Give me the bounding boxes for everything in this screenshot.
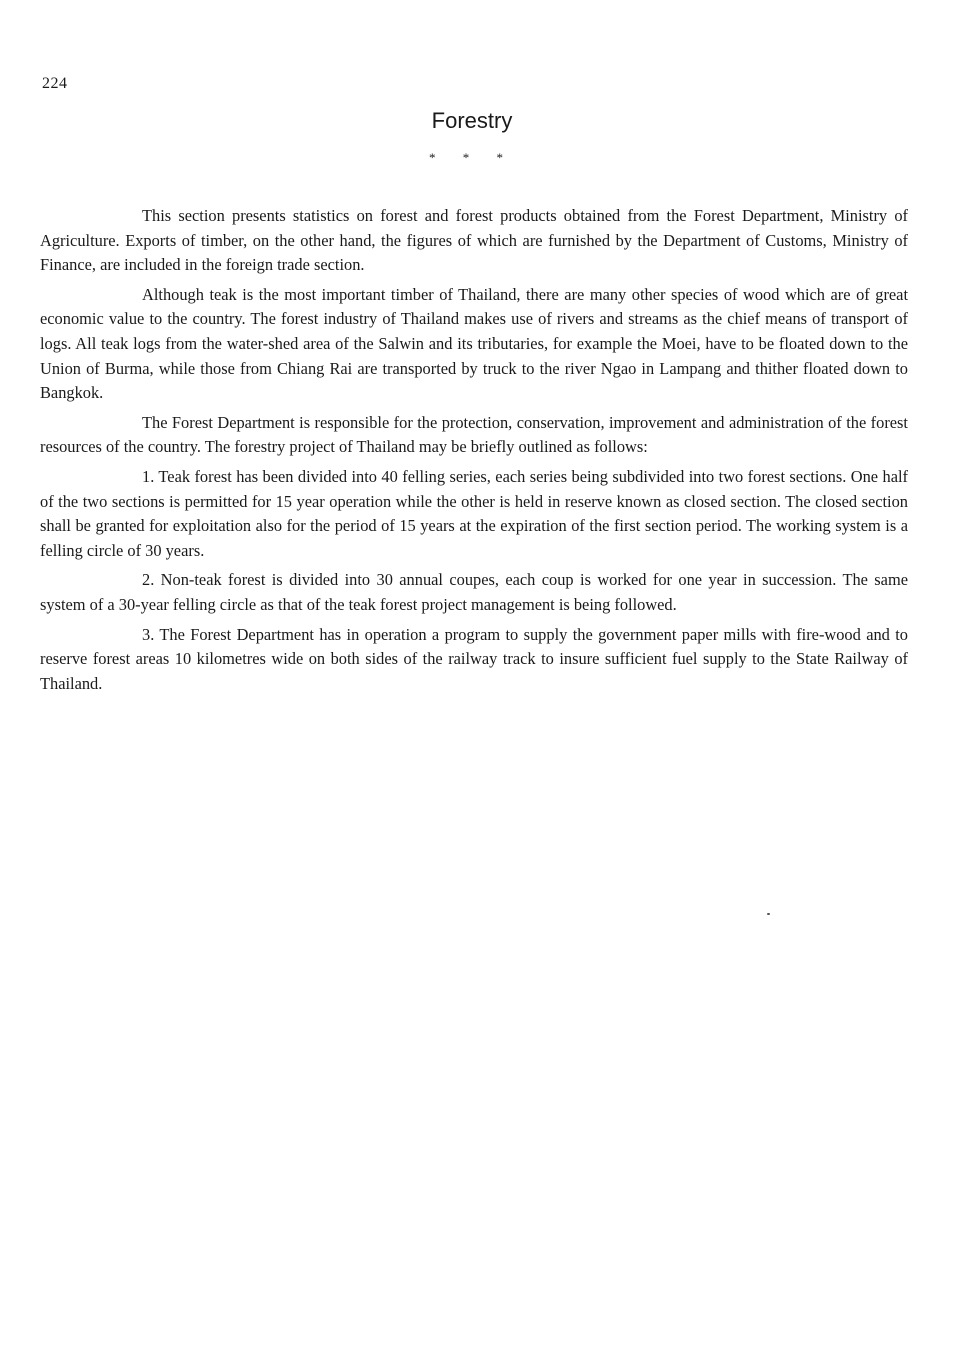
paragraph-forest-department: The Forest Department is responsible for the protection, conservation, improvement and administration of the forest resources of the country. The forestry project of Thailand may be briefly outlined as follows: <box>40 412 908 457</box>
title-ornament: * * * <box>429 150 515 165</box>
page-number: 224 <box>42 75 68 92</box>
paragraph-teak-transport: Although teak is the most important timber of Thailand, there are many other species of wood which are of great economic value to the country. The forest industry of Thailand makes use of rivers and streams as the chief means of transport of logs. All teak logs from the water-shed area of the Salwin and its tributaries, for example the Moei, have to be floated down to the Union of Burma, while those from Chiang Rai are transported by truck to the river Ngao in Lampang and thither floated down to Bangkok. <box>40 284 908 403</box>
paragraph-item-3: 3. The Forest Department has in operation a program to supply the government paper mills with fire-wood and to reserve forest areas 10 kilometres wide on both sides of the railway track to insure sufficient fuel supply to the State Railway of Thailand. <box>40 624 908 693</box>
paragraph-item-1: 1. Teak forest has been divided into 40 felling series, each series being subdivided into two forest sections. One half of the two sections is permitted for 15 year operation while the other is held in reserve known as closed section. The closed section shall be granted for exploitation also for the period of 15 years at the expiration of the first section period. The working system is a felling circle of 30 years. <box>40 466 908 560</box>
paragraph-item-2: 2. Non-teak forest is divided into 30 annual coupes, each coup is worked for one year in succession. The same system of a 30-year felling circle as that of the teak forest project management is being followed. <box>40 570 908 614</box>
section-title: Forestry <box>431 108 513 133</box>
section-body <box>40 204 908 701</box>
paragraph-intro: This section presents statistics on forest and forest products obtained from the Forest Department, Ministry of Agriculture. Exports of timber, on the other hand, the figures of which are furnished by the Department of Customs, Ministry of Finance, are included in the foreign trade section. <box>40 206 908 275</box>
scan-speck <box>767 913 770 915</box>
